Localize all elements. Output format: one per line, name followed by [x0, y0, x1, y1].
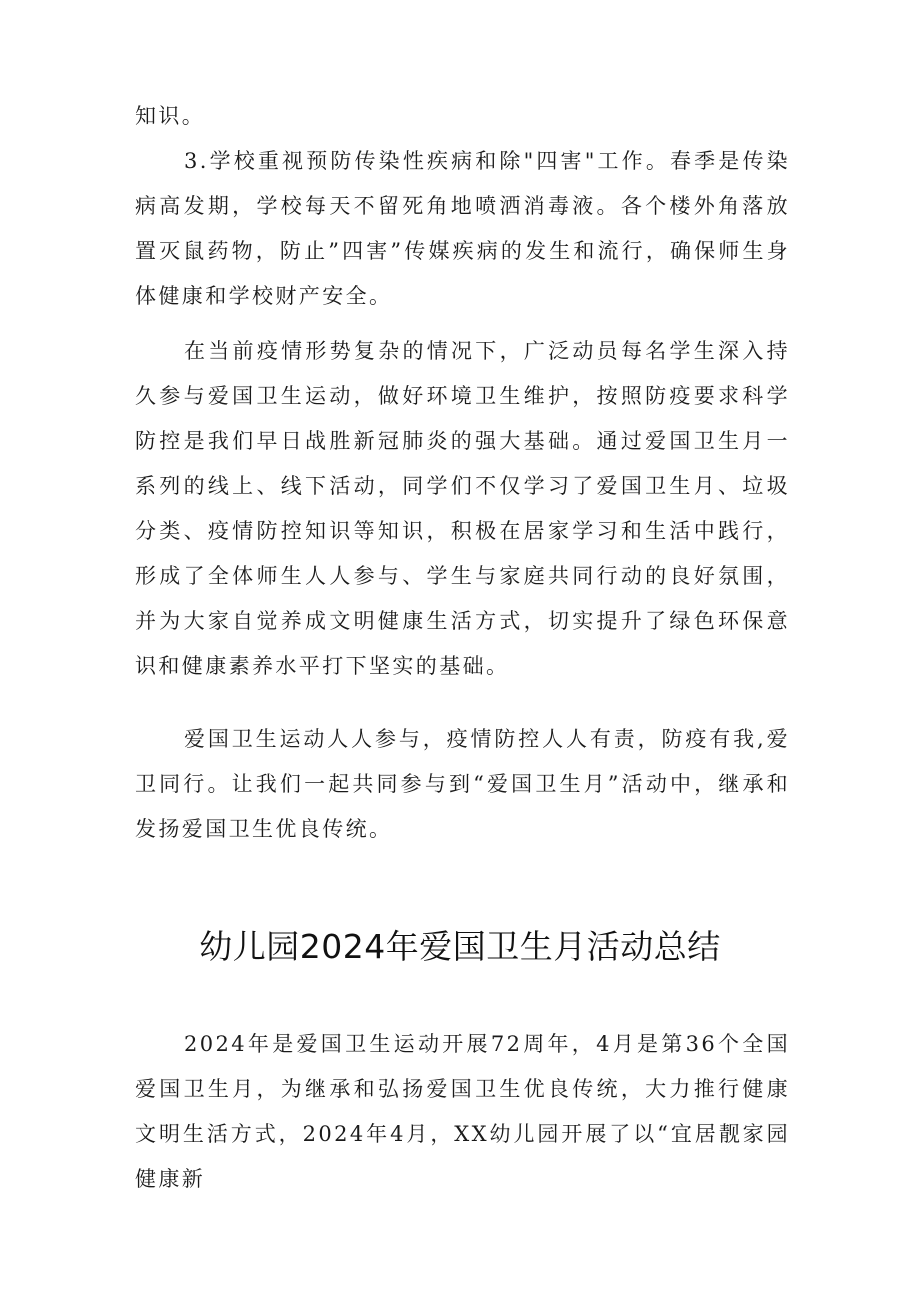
paragraph-kindergarten-intro: 2024年是爱国卫生运动开展72周年，4月是第36个全国爱国卫生月，为继承和弘扬爱国卫生优良传统，大力推行健康文明生活方式，2024年4月，XX幼儿园开展了以“宜居靓家园健康新	[135, 1032, 790, 1191]
paragraph-continuation: 知识。	[135, 104, 206, 128]
paragraph-epidemic-situation: 在当前疫情形势复杂的情况下，广泛动员每名学生深入持久参与爱国卫生运动，做好环境卫生维护，按照防疫要求科学防控是我们早日战胜新冠肺炎的强大基础。通过爱国卫生月一系列的线上、线下活动，同学们不仅学习了爱国卫生月、垃圾分类、疫情防控知识等知识，积极在居家学习和生活中践行，形成了全体师生人人参与、学生与家庭共同行动的良好氛围，并为大家自觉养成文明健康生活方式，切实提升了绿色环保意识和健康素养水平打下坚实的基础。	[135, 339, 790, 678]
section-title: 幼儿园2024年爱国卫生月活动总结	[199, 927, 721, 966]
paragraph-disease-prevention: 3.学校重视预防传染性疾病和除"四害"工作。春季是传染病高发期，学校每天不留死角地喷洒消毒液。各个楼外角落放置灭鼠药物，防止”四害”传媒疾病的发生和流行，确保师生身体健康和学校财产安全。	[135, 149, 790, 308]
paragraph-closing: 爱国卫生运动人人参与，疫情防控人人有责，防疫有我,爱卫同行。让我们一起共同参与到“爱国卫生月”活动中，继承和发扬爱国卫生优良传统。	[135, 727, 790, 841]
